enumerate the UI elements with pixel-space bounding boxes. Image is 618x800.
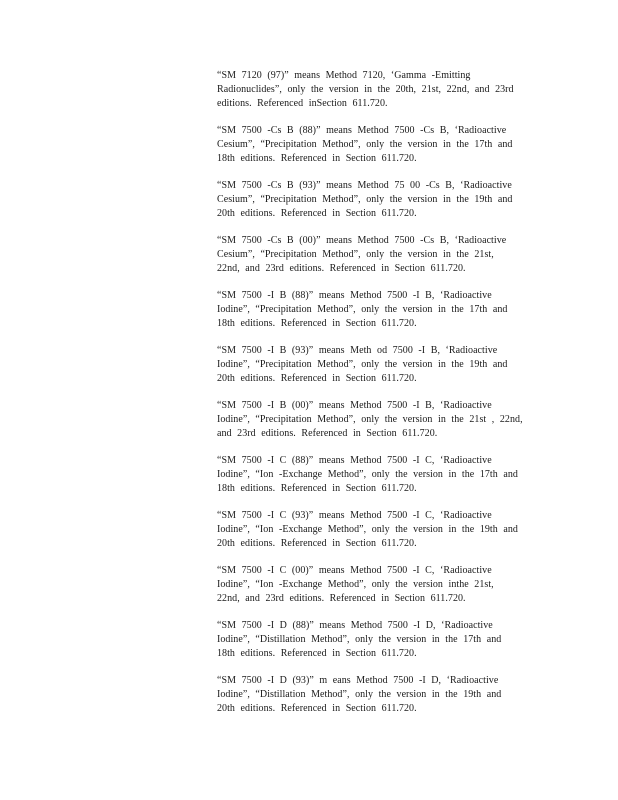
text-line: “SM 7500 -I C (93)” means Method 7500 -I C, ‘Radioactive [217,510,492,521]
definition-paragraph [217,69,539,111]
text-line: 20th editions. Referenced in Section 611.720. [217,703,417,714]
text-line: 18th editions. Referenced in Section 611.720. [217,648,417,659]
definition-paragraph [217,564,539,606]
definition-paragraph [217,179,539,221]
text-line: Iodine”, “Precipitation Method”, only the version in the 17th and [217,304,508,315]
text-line: Iodine”, “Ion -Exchange Method”, only the version inthe 21st, [217,579,494,590]
definition-paragraph [217,454,539,496]
text-line: “SM 7500 -I B (00)” means Method 7500 -I B, ‘Radioactive [217,400,492,411]
definition-paragraph [217,124,539,166]
definition-paragraph [217,289,539,331]
text-line: “SM 7500 -I C (88)” means Method 7500 -I C, ‘Radioactive [217,455,492,466]
text-line: “SM 7500 -I B (93)” means Meth od 7500 -I B, ‘Radioactive [217,345,498,356]
text-line: “SM 7120 (97)” means Method 7120, ‘Gamma -Emitting [217,70,471,81]
text-line: “SM 7500 -I D (88)” means Method 7500 -I D, ‘Radioactive [217,620,493,631]
text-line: Iodine”, “Distillation Method”, only the version in the 19th and [217,689,502,700]
text-line: Iodine”, “Precipitation Method”, only the version in the 19th and [217,359,508,370]
text-line: Iodine”, “Ion -Exchange Method”, only the version in the 19th and [217,524,518,535]
definition-paragraph [217,509,539,551]
text-line: “SM 7500 -I B (88)” means Method 7500 -I B, ‘Radioactive [217,290,492,301]
text-line: “SM 7500 -Cs B (00)” means Method 7500 -Cs B, ‘Radioactive [217,235,507,246]
text-line: Radionuclides”, only the version in the 20th, 21st, 22nd, and 23rd [217,84,514,95]
text-line: editions. Referenced inSection 611.720. [217,98,388,109]
text-line: 20th editions. Referenced in Section 611.720. [217,538,417,549]
definition-paragraph [217,399,539,441]
definition-paragraph [217,674,539,716]
text-line: 22nd, and 23rd editions. Referenced in Section 611.720. [217,263,466,274]
document-body [217,69,539,729]
text-line: Iodine”, “Precipitation Method”, only the version in the 21st , 22nd, [217,414,523,425]
text-line: “SM 7500 -I D (93)” m eans Method 7500 -I D, ‘Radioactive [217,675,499,686]
definition-paragraph [217,344,539,386]
text-line: 18th editions. Referenced in Section 611.720. [217,153,417,164]
definition-paragraph [217,234,539,276]
definition-paragraph [217,619,539,661]
text-line: “SM 7500 -Cs B (93)” means Method 75 00 -Cs B, ‘Radioactive [217,180,512,191]
text-line: 20th editions. Referenced in Section 611.720. [217,373,417,384]
text-line: Iodine”, “Ion -Exchange Method”, only the version in the 17th and [217,469,518,480]
text-line: Cesium”, “Precipitation Method”, only the version in the 19th and [217,194,513,205]
text-line: Cesium”, “Precipitation Method”, only the version in the 21st, [217,249,494,260]
text-line: “SM 7500 -I C (00)” means Method 7500 -I C, ‘Radioactive [217,565,492,576]
text-line: 18th editions. Referenced in Section 611.720. [217,483,417,494]
text-line: Cesium”, “Precipitation Method”, only the version in the 17th and [217,139,513,150]
text-line: 20th editions. Referenced in Section 611.720. [217,208,417,219]
text-line: and 23rd editions. Referenced in Section 611.720. [217,428,438,439]
text-line: 18th editions. Referenced in Section 611.720. [217,318,417,329]
text-line: Iodine”, “Distillation Method”, only the version in the 17th and [217,634,502,645]
text-line: 22nd, and 23rd editions. Referenced in Section 611.720. [217,593,466,604]
text-line: “SM 7500 -Cs B (88)” means Method 7500 -Cs B, ‘Radioactive [217,125,507,136]
